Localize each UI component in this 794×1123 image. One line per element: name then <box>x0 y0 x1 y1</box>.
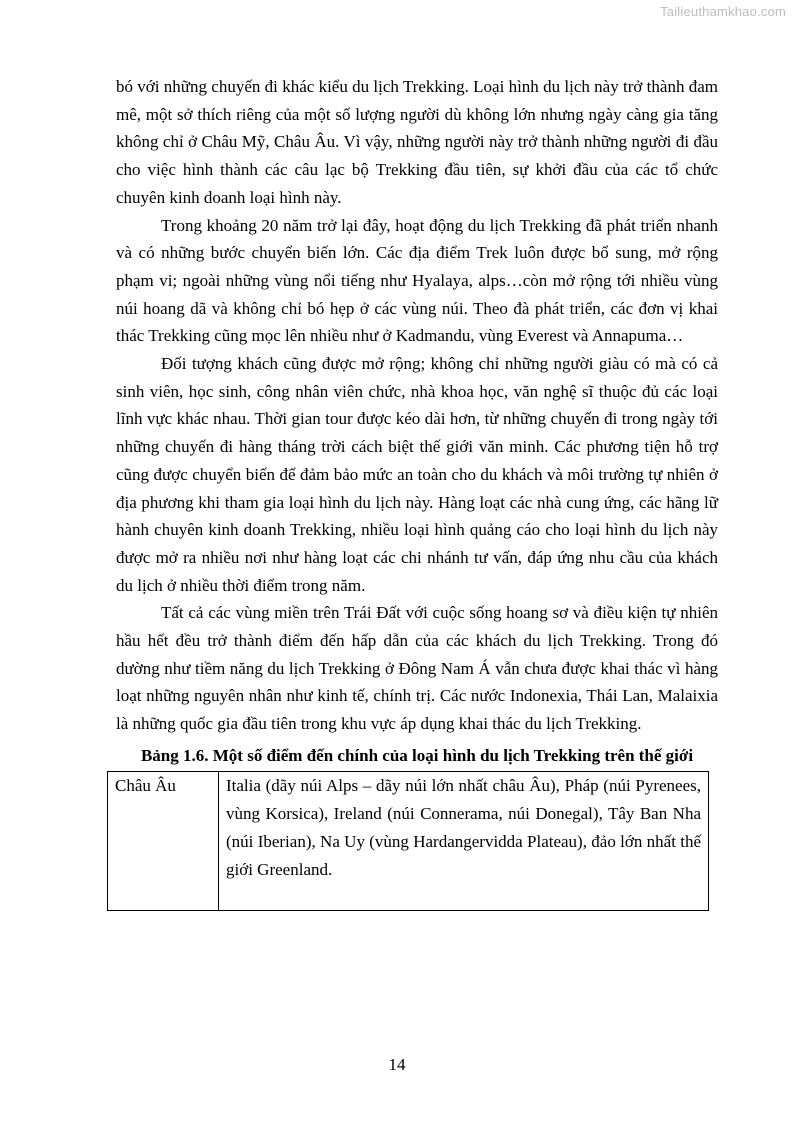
document-body <box>116 73 718 911</box>
paragraph-4: Tất cả các vùng miền trên Trái Đất với cuộc sống hoang sơ và điều kiện tự nhiên hầu hết đều trở thành điểm đến hấp dẫn của các khách du lịch Trekking. Trong đó dường như tiềm năng du lịch Trekking ở Đông Nam Á vẫn chưa được khai thác vì hàng loạt những nguyên nhân như kinh tế, chính trị. Các nước Indonexia, Thái Lan, Malaixia là những quốc gia đầu tiên trong khu vực áp dụng khai thác du lịch Trekking. <box>116 603 718 734</box>
destinations-cell: Italia (dãy núi Alps – dãy núi lớn nhất châu Âu), Pháp (núi Pyrenees, vùng Korsica), Ireland (núi Connerama, núi Donegal), Tây Ban Nha (núi Iberian), Na Uy (vùng Hardangervidda Plateau), đảo lớn nhất thế giới Greenland. <box>219 772 709 911</box>
paragraph-2: Trong khoảng 20 năm trở lại đây, hoạt động du lịch Trekking đã phát triển nhanh và có những bước chuyển biến lớn. Các địa điểm Trek luôn được bổ sung, mở rộng phạm vi; ngoài những vùng nổi tiếng như Hyalaya, alps…còn mở rộng tới nhiều vùng núi hoang dã và không chỉ bó hẹp ở các vùng núi. Theo đà phát triển, các đơn vị khai thác Trekking cũng mọc lên nhiều như ở Kadmandu, vùng Everest và Annapuma… <box>116 215 718 346</box>
destinations-table <box>107 771 709 911</box>
table-caption: Bảng 1.6. Một số điểm đến chính của loại hình du lịch Trekking trên thế giới <box>140 745 694 765</box>
region-cell: Châu Âu <box>108 772 219 911</box>
paragraph-1: bó với những chuyến đi khác kiểu du lịch Trekking. Loại hình du lịch này trở thành đam mê, một sở thích riêng của một số lượng người dù không lớn nhưng ngày càng gia tăng không chỉ ở Châu Mỹ, Châu Âu. Vì vậy, những người này trở thành những người đi đầu cho việc hình thành các câu lạc bộ Trekking đầu tiên, sự khởi đầu của các tổ chức chuyên kinh doanh loại hình này. <box>116 77 718 207</box>
page-number: 14 <box>388 1055 406 1074</box>
watermark: Tailieuthamkhao.com <box>660 4 786 19</box>
table-row <box>108 772 709 911</box>
paragraph-3: Đối tượng khách cũng được mở rộng; không chỉ những người giàu có mà có cả sinh viên, học sinh, công nhân viên chức, nhà khoa học, văn nghệ sĩ thuộc đủ các loại lĩnh vực khác nhau. Thời gian tour được kéo dài hơn, từ những chuyến đi trong ngày tới những chuyến đi hàng tháng trời cách biệt thế giới văn minh. Các phương tiện hỗ trợ cũng được chuyển biến để đảm bảo mức an toàn cho du khách và môi trường tự nhiên ở địa phương khi tham gia loại hình du lịch này. Hàng loạt các nhà cung ứng, các hãng lữ hành chuyên kinh doanh Trekking, nhiều loại hình quảng cáo cho loại hình du lịch này được mở ra nhiều nơi như hàng loạt các chi nhánh tư vấn, đáp ứng nhu cầu của khách du lịch ở nhiều thời điểm trong năm. <box>116 354 718 595</box>
